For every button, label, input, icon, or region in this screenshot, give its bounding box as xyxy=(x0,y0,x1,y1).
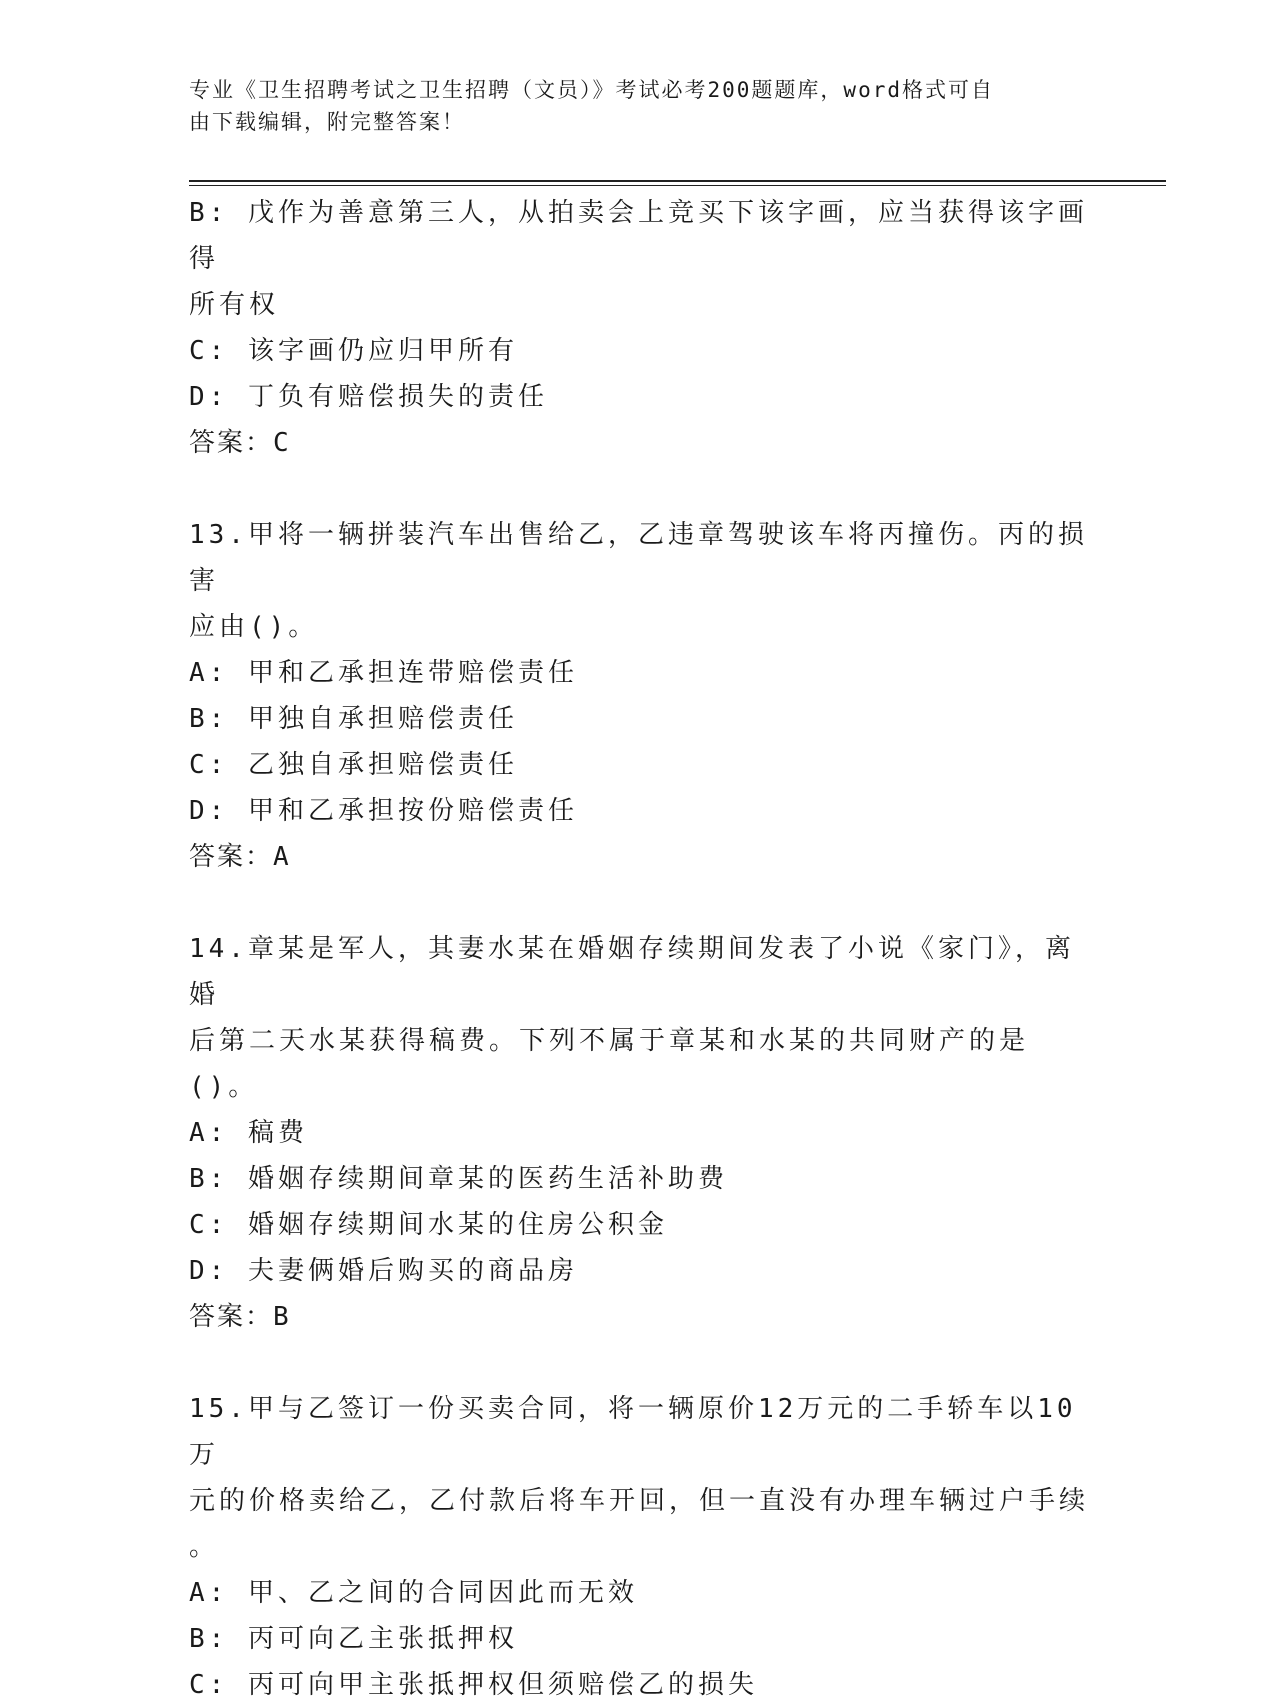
q12-option-b-line-2: 所有权 xyxy=(189,290,280,320)
q12-option-d: D: 丁负有赔偿损失的责任 xyxy=(189,382,548,412)
q14-option-b: B: 婚姻存续期间章某的医药生活补助费 xyxy=(189,1164,728,1194)
q15-option-c: C: 丙可向甲主张抵押权但须赔偿乙的损失 xyxy=(189,1670,758,1700)
q13-option-b: B: 甲独自承担赔偿责任 xyxy=(189,704,518,734)
question-13 xyxy=(189,512,1089,880)
q15-option-b: B: 丙可向乙主张抵押权 xyxy=(189,1624,518,1654)
q14-option-a: A: 稿费 xyxy=(189,1118,308,1148)
q14-option-c: C: 婚姻存续期间水某的住房公积金 xyxy=(189,1210,668,1240)
q13-stem-line-1: 13.甲将一辆拼装汽车出售给乙，乙违章驾驶该车将丙撞伤。丙的损害 xyxy=(189,520,1088,596)
question-14 xyxy=(189,926,1089,1340)
question-12 xyxy=(189,190,1089,466)
q13-stem-line-2: 应由()。 xyxy=(189,612,319,642)
q14-stem-line-2: 后第二天水某获得稿费。下列不属于章某和水某的共同财产的是()。 xyxy=(189,1026,1030,1102)
q15-stem-line-3: 。 xyxy=(189,1532,220,1562)
header-line-1: 专业《卫生招聘考试之卫生招聘（文员）》考试必考200题题库，word格式可自 xyxy=(189,78,994,102)
q15-stem-line-1: 15.甲与乙签订一份买卖合同，将一辆原价12万元的二手轿车以10万 xyxy=(189,1394,1077,1470)
q12-answer: 答案：C xyxy=(189,428,291,458)
q12-option-b-line-1: B: 戊作为善意第三人，从拍卖会上竞买下该字画，应当获得该字画得 xyxy=(189,198,1088,274)
spacer xyxy=(189,880,1089,926)
q14-stem-line-1: 14.章某是军人，其妻水某在婚姻存续期间发表了小说《家门》，离婚 xyxy=(189,934,1075,1010)
header-divider-thick xyxy=(189,180,1166,182)
document-header xyxy=(189,74,1089,138)
q14-answer: 答案：B xyxy=(189,1302,291,1332)
q13-option-c: C: 乙独自承担赔偿责任 xyxy=(189,750,518,780)
q13-option-a: A: 甲和乙承担连带赔偿责任 xyxy=(189,658,578,688)
header-divider-thin xyxy=(189,185,1166,186)
document-body xyxy=(189,190,1089,1708)
spacer xyxy=(189,466,1089,512)
spacer xyxy=(189,1340,1089,1386)
q15-option-a: A: 甲、乙之间的合同因此而无效 xyxy=(189,1578,638,1608)
header-line-2: 由下载编辑，附完整答案！ xyxy=(189,110,465,134)
q13-answer: 答案：A xyxy=(189,842,291,872)
q15-stem-line-2: 元的价格卖给乙，乙付款后将车开回，但一直没有办理车辆过户手续 xyxy=(189,1486,1090,1516)
q12-option-c: C: 该字画仍应归甲所有 xyxy=(189,336,518,366)
question-15 xyxy=(189,1386,1089,1708)
q13-option-d: D: 甲和乙承担按份赔偿责任 xyxy=(189,796,578,826)
q14-option-d: D: 夫妻俩婚后购买的商品房 xyxy=(189,1256,578,1286)
